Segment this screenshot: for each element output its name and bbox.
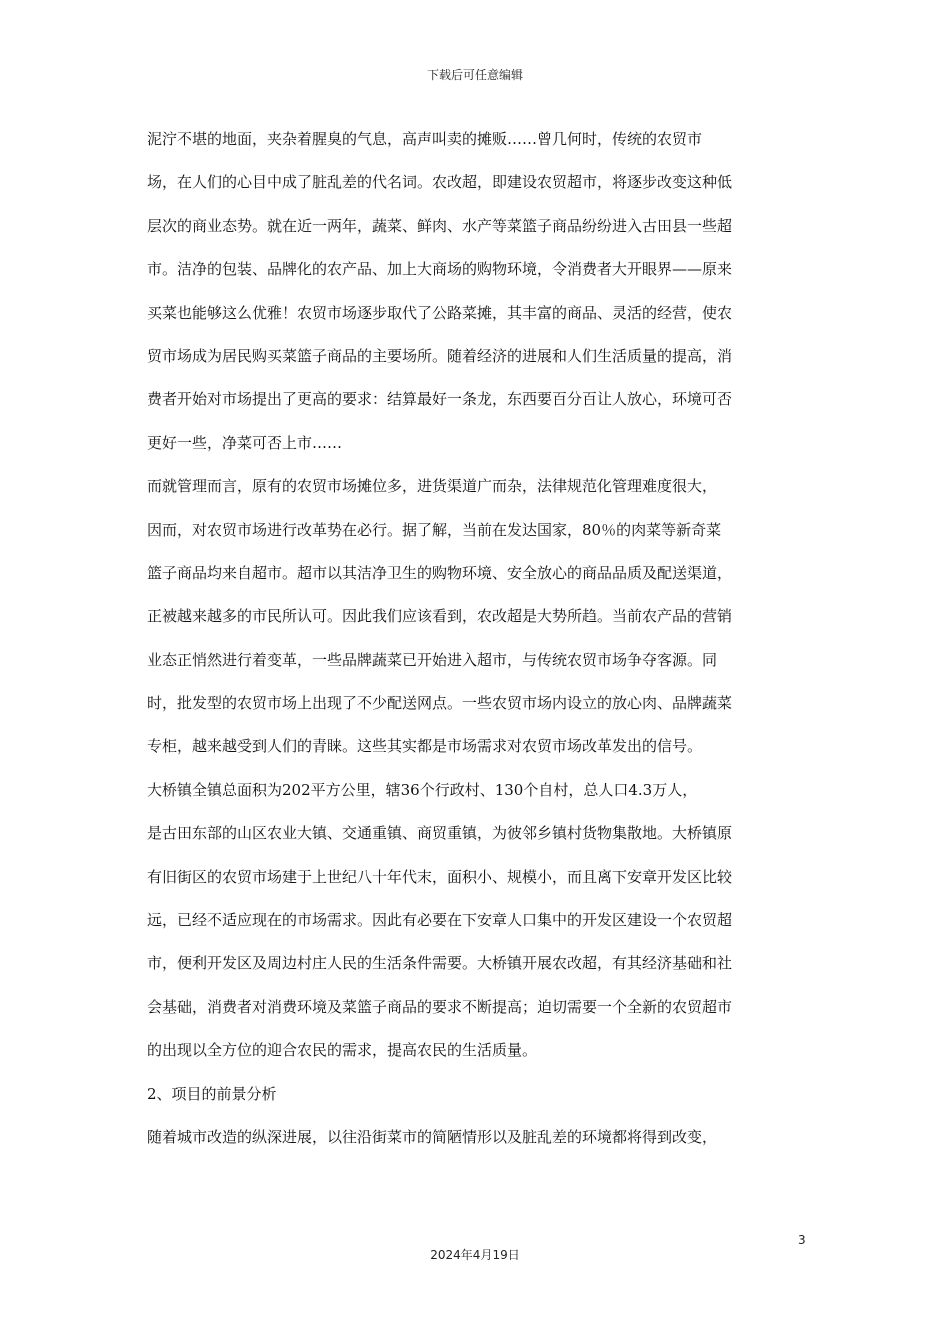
text-line: 篮子商品均来自超市。超市以其洁净卫生的购物环境、安全放心的商品品质及配送渠道，: [147, 563, 733, 582]
text-line: 市，便利开发区及周边村庄人民的生活条件需要。大桥镇开展农改超，有其经济基础和社: [147, 954, 733, 973]
text-line: 时，批发型的农贸市场上出现了不少配送网点。一些农贸市场内设立的放心肉、品牌蔬菜: [147, 694, 733, 713]
text-line: 费者开始对市场提出了更高的要求：结算最好一条龙，东西要百分百让人放心，环境可否: [147, 390, 733, 409]
text-line: 专柜，越来越受到人们的青睐。这些其实都是市场需求对农贸市场改革发出的信号。: [147, 737, 703, 756]
text-line: 的出现以全方位的迎合农民的需求，提高农民的生活质量。: [147, 1041, 538, 1060]
text-line: 大桥镇全镇总面积为202平方公里，辖36个行政村、130个自村，总人口4.3万人，: [147, 780, 698, 799]
header-note: 下载后可任意编辑: [426, 68, 523, 82]
text-line: 买菜也能够这么优雅！农贸市场逐步取代了公路菜摊，其丰富的商品、灵活的经营，使农: [147, 303, 733, 322]
text-line: 层次的商业态势。就在近一两年，蔬菜、鲜肉、水产等菜篮子商品纷纷进入古田县一些超: [147, 216, 733, 235]
text-line: 有旧街区的农贸市场建于上世纪八十年代末，面积小、规模小，而且离下安章开发区比较: [147, 867, 733, 886]
text-line: 因而，对农贸市场进行改革势在必行。据了解，当前在发达国家，80％的肉菜等新奇菜: [147, 520, 722, 539]
text-line: 是古田东部的山区农业大镇、交通重镇、商贸重镇，为彼邻乡镇村货物集散地。大桥镇原: [147, 824, 733, 843]
text-line: 业态正悄然进行着变革，一些品牌蔬菜已开始进入超市，与传统农贸市场争夺客源。同: [147, 650, 718, 669]
text-line: 远，已经不适应现在的市场需求。因此有必要在下安章人口集中的开发区建设一个农贸超: [147, 911, 733, 930]
body-text: [147, 118, 805, 1159]
text-line: 会基础，消费者对消费环境及菜篮子商品的要求不断提高；迫切需要一个全新的农贸超市: [147, 997, 733, 1016]
text-line: 而就管理而言，原有的农贸市场摊位多，进货渠道广而杂，法律规范化管理难度很大，: [147, 477, 718, 496]
footer-date: 2024年4月19日: [430, 1248, 520, 1262]
text-line: 正被越来越多的市民所认可。因此我们应该看到，农改超是大势所趋。当前农产品的营销: [147, 607, 733, 626]
section-heading: 2、项目的前景分析: [147, 1084, 277, 1103]
text-line: 泥泞不堪的地面，夹杂着腥臭的气息，高声叫卖的摊贩……曾几何时，传统的农贸市: [147, 130, 703, 148]
text-line: 贸市场成为居民购买菜篮子商品的主要场所。随着经济的进展和人们生活质量的提高，消: [147, 346, 733, 365]
text-line: 场，在人们的心目中成了脏乱差的代名词。农改超，即建设农贸超市，将逐步改变这种低: [147, 173, 733, 192]
text-line: 市。洁净的包装、品牌化的农产品、加上大商场的购物环境，令消费者大开眼界——原来: [147, 260, 733, 279]
text-line: 随着城市改造的纵深进展，以往沿街菜市的简陋情形以及脏乱差的环境都将得到改变，: [147, 1127, 718, 1146]
page-number: 3: [798, 1233, 806, 1247]
text-line: 更好一些，净菜可否上市……: [147, 433, 343, 452]
